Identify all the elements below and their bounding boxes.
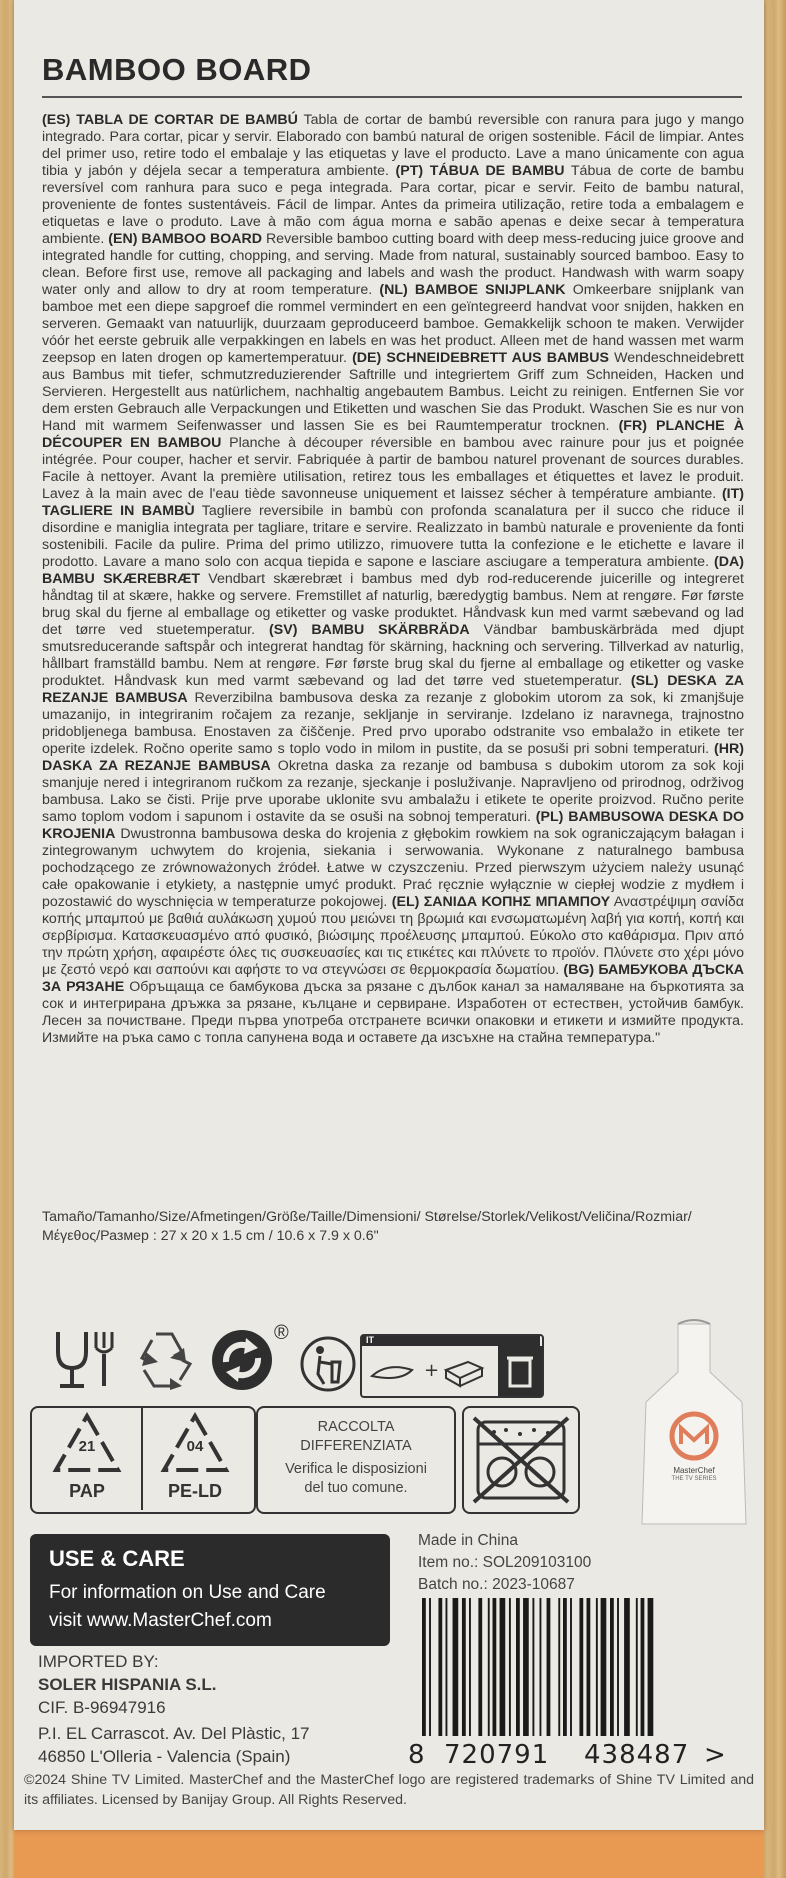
section-text: Omkeerbare snijplank van bamboe met een diepe sapgroef die rommel vermindert en een geïntegreerd handvat voor snijden, hakken en serveren. Gemaakt van natuurlijk, duurzaam geproduceerd bamboe. Gemakkelijk schoon te maken. Verwijder vóór het eerste gebruik alle verpakkingen en labels en was het product. Alleen met de hand wassen met warm zeepsop en laten drogen op kamertemperatuur. (42, 282, 744, 366)
barcode-bar (570, 1598, 572, 1736)
title-divider (42, 96, 742, 98)
section-text: Αναστρέψιμη σανίδα κοπής μπαμπού με βαθιά αυλάκωση χυμού που μειώνει τη βρωμιά και ενσωματωμένη λαβή για κοπή, κοπή και σερβίρισμα. Κατασκευασμένο από φυσικό, βιώσιμης προέλευσης μπαμπού. Εύκολο στο καθάρισμα. Πριν από την πρώτη χρήση, αφαιρέστε όλες τις συσκευασίες και τις ετικέτες και πλύνετε το προϊόν. Πλύνετε στο χέρι μόνο με ζεστό νερό και σαπούνι και αφήστε το να στεγνώσει σε θερμοκρασία δωματίου. (42, 894, 745, 978)
barcode-bar (540, 1598, 542, 1736)
section-heading: (FR) PLANCHE À DÉCOUPER EN BAMBOU (42, 418, 744, 451)
bin-icon (498, 1346, 542, 1396)
barcode-bar (493, 1598, 497, 1736)
section-text: Reverzibilna bambusova deska za rezanje z globokim utorom za sok, ki zmanjšuje umazanijo, in integriranim ročajem za rezanje, sekljanje in serviranje. Izdelano iz naravnega, trajnostno pridobljenega bambusa. Enostaven za čiščenje. Pred prvo uporabo odstranite vso embalažo in etikete ter operite izdelek. Ročno operite samo s toplo vodo in milom in pustite, da se posuši pri sobni temperaturi. (42, 690, 744, 757)
batch-number: Batch no.: 2023-10687 (418, 1576, 575, 1593)
pap-label: PAP (69, 1481, 105, 1501)
section-text: Reversible bamboo cutting board with deep mess-reducing juice groove and integrated handle for cutting, chopping, and serving. Made from natural, sustainably sourced bamboo. Easy to clean. Before first use, remove all packaging and labels and wash the product. Handwash with warm soapy water only and allow to dry at room temperature. (42, 231, 744, 298)
page-title: BAMBOO BOARD (42, 52, 312, 87)
barcode-bar (532, 1598, 534, 1736)
made-in: Made in China (418, 1532, 518, 1549)
barcode-bar (462, 1598, 466, 1736)
barcode-arrow: > (704, 1740, 727, 1770)
orange-strip (14, 1828, 764, 1878)
barcode-bar (488, 1598, 490, 1736)
barcode-bar (478, 1598, 482, 1736)
section-heading: (EN) BAMBOO BOARD (108, 231, 262, 247)
raccolta-text: Verifica le disposizioni del tuo comune. (285, 1461, 427, 1496)
raccolta-title: RACCOLTA DIFFERENZIATA (300, 1419, 412, 1454)
barcode-bar (422, 1598, 426, 1736)
section-heading: (SV) BAMBU SKÄRBRÄDA (269, 622, 470, 638)
barcode-bar (624, 1598, 630, 1736)
barcode-bar (636, 1598, 638, 1736)
no-dishwasher-box (462, 1406, 580, 1514)
barcode-bar (617, 1598, 619, 1736)
pe-ld-number: 04 (186, 1438, 204, 1455)
barcode-bar (429, 1598, 431, 1736)
section-text: Okretna daska za rezanje od bambusa s dubokim utorom za sok koji smanjuje nered i integriranom ručkom za rezanje, sjeckanje i posluživanje. Napravljeno od prirodnog, održivog bambusa. Lako se čisti. Prije prve uporabe uklonite svu ambalažu i etikete te operite proizvod. Ručno perite samo toplom vodom i sapunom i ostavite da se osuši na sobnoj temperaturi. (42, 758, 745, 825)
barcode-bar (469, 1598, 471, 1736)
section-heading: (NL) BAMBOE SNIJPLANK (379, 282, 566, 298)
tidyman-icon (298, 1334, 358, 1394)
imported-by-label: IMPORTED BY: (38, 1652, 159, 1671)
multilingual-description (42, 112, 744, 1047)
section-text: Planche à découper réversible en bambou avec rainure pour jus et poignée intégrée. Pour couper, hacher et servir. Fabriquée à partir de bambou naturel provenant de sources durables. Facile à nettoyer. Avant la première utilisation, retirez tous les emballages et étiquettes et lavez le produit. Lavez à la main avec de l'eau tiède savonneuse uniquement et laissez sécher à température ambiante. (42, 435, 744, 502)
copyright-notice: ©2024 Shine TV Limited. MasterChef and the MasterChef logo are registered trademarks of Shine TV Limited and its affiliates. Licensed by Banijay Group. All Rights Reserved. (24, 1772, 754, 1808)
apron-brand: MasterChef (673, 1466, 715, 1475)
masterchef-apron-icon (634, 1318, 754, 1528)
barcode-group2: 438487 (584, 1740, 690, 1770)
importer-address2: 46850 L'Olleria - Valencia (Spain) (38, 1747, 291, 1766)
bin-panel (498, 1346, 542, 1396)
section-text: Vändbar bambuskärbräda med djupt smutsreducerande saftspår och integrerat handtag för skärning, hackning och servering. Tillverkad av naturlig, hållbart framställd bambu. Nem at rengøre. Før første brug skal du fjerne al emballage og etiketter og vaske produktet. Håndvask kun med varmt sæbevand og lad det tørre ved stuetemperatur. (42, 622, 744, 689)
recycling-codes-divider (141, 1408, 143, 1510)
section-text: Dwustronna bambusowa deska do krojenia z głębokim rowkiem na sok ograniczającym bałagan i zintegrowanym uchwytem do krojenia, siekania i serwowania. Wykonane z naturalnego bambusa pochodzącego ze zrównoważonych źródeł. Łatwe w czyszczeniu. Przed pierwszym użyciem należy usunąć całe opakowanie i etykiety, a następnie umyć produkt. Prać ręcznie wyłącznie w ciepłej wodzie z mydłem i pozostawić do wyschnięcia w temperaturze pokojowej. (42, 826, 744, 910)
barcode-bar (579, 1598, 583, 1736)
barcode-bar (563, 1598, 567, 1736)
green-dot-icon (208, 1326, 276, 1392)
svg-text:+: + (424, 1360, 440, 1381)
recycle-icon (130, 1326, 198, 1390)
barcode-bar (509, 1598, 511, 1736)
section-heading: (ES) TABLA DE CORTAR DE BAMBÚ (42, 112, 298, 128)
section-heading: (DE) SCHNEIDEBRETT AUS BAMBUS (352, 350, 609, 366)
barcode-bar (587, 1598, 591, 1736)
barcode-bar (648, 1598, 654, 1736)
section-heading: (EL) ΣΑΝΙΔΑ ΚΟΠΗΣ ΜΠΑΜΠΟΥ (391, 894, 611, 910)
sorting-header-bar (362, 1336, 540, 1346)
barcode-first-digit: 8 (408, 1740, 426, 1770)
section-heading: (PT) TÁBUA DE BAMBU (395, 163, 565, 179)
section-text: Vendbart skærebræt i bambus med dyb rod-reducerende juicerille og integreret håndtag til at skære, hakke og servere. Fremstillet af naturlig, bæredygtig bambus. Nem at rengøre. Før første brug skal du fjerne al emballage og etiketter og vaske produktet. Håndvask kun med varmt sæbevand og lad det tørre ved stuetemperatur. (42, 571, 744, 638)
section-text: Обръщаща се бамбукова дъска за рязане с дълбок канал за намаляване на бъркотията за сок и интегрирана дръжка за рязане, кълцане и сервиране. Изработен от естествен, устойчив бамбук. Лесен за почистване. Преди първа употреба отстранете всички опаковки и етикети и измийте продукта. Измийте на ръка само с топла сапунена вода и оставете да изсъхне на стайна температура." (42, 979, 744, 1046)
barcode-bar (446, 1598, 448, 1736)
section-heading: (IT) TAGLIERE IN BAMBÙ (42, 486, 744, 519)
section-text: Tagliere reversibile in bambù con profonda scanalatura per il succo che riduce il disordine e maniglia integrata per tagliare, tritare e servire. Realizzato in bambù naturale e proveniente da fonti sostenibili. Facile da pulire. Prima del primo utilizzo, rimuovere tutta la confezione e le etichette e lavare il prodotto. Lavare a mano solo con acqua tiepida e sapone e lasciare asciugare a temperatura ambiente. (42, 503, 745, 570)
film-plus-box-icon (368, 1352, 488, 1388)
barcode-bar (558, 1598, 560, 1736)
use-care-panel (30, 1534, 390, 1646)
section-text: Tabla de cortar de bambú reversible con ranura para jugo y mango integrado. Para cortar, picar y servir. Elaborado con bambú natural de origen sostenible. Fácil de limpiar. Antes del primer uso, retire todo el embalaje y las etiquetas y lave el producto. Lave a mano únicamente con agua tibia y jabón y déjela secar a temperatura ambiente. (42, 112, 744, 179)
use-care-title: USE & CARE (49, 1546, 185, 1571)
section-heading: (DA) BAMBU SKÆREBRÆT (42, 554, 744, 587)
apron-subtitle: THE TV SERIES (671, 1476, 717, 1482)
barcode-bar (547, 1598, 551, 1736)
section-text: Tábua de corte de bambu reversível com ranhura para suco e pega integrada. Para cortar, picar e servir. Feito de bambu natural, proveniente de fontes sustentáveis. Fácil de limpar. Antes da primeira utilização, retire toda a embalagem e etiquetas e lave o produto. Lave à mão com água morna e sabão apenas e deixe secar à temperatura ambiente. (42, 163, 744, 247)
no-dishwasher-icon (464, 1408, 578, 1512)
barcode-bar (516, 1598, 520, 1736)
pe-ld-label: PE-LD (168, 1481, 222, 1501)
barcode-bar (641, 1598, 645, 1736)
section-heading: (SL) DESKA ZA REZANJE BAMBUSA (42, 673, 744, 706)
importer-name: SOLER HISPANIA S.L. (38, 1675, 217, 1694)
importer-address1: P.I. EL Carrascot. Av. Del Plàstic, 17 (38, 1724, 310, 1743)
section-heading: (PL) BAMBUSOWA DESKA DO KROJENIA (42, 809, 744, 842)
item-number: Item no.: SOL209103100 (418, 1554, 592, 1571)
barcode-group1: 720791 (444, 1740, 550, 1770)
size-line: Tamaño/Tamanho/Size/Afmetingen/Größe/Taille/Dimensioni/ Størelse/Storlek/Velikost/Veličina/Rozmiar/Μέγεθος/Размер : 27 x 20 x 1.5 cm / 10.6 x 7.9 x 0.6" (42, 1209, 692, 1244)
barcode-bar (610, 1598, 614, 1736)
barcode-bar (500, 1598, 506, 1736)
barcode-bar (523, 1598, 529, 1736)
sorting-instruction-icon (360, 1334, 544, 1398)
section-heading: (HR) DASKA ZA REZANJE BAMBUSA (42, 741, 744, 774)
glass-fork-icon (52, 1328, 120, 1390)
barcode-bar (438, 1598, 442, 1736)
importer-cif: CIF. B-96947916 (38, 1698, 166, 1717)
country-badge: IT (366, 1335, 374, 1345)
barcode-bar (453, 1598, 459, 1736)
barcode-bar (596, 1598, 598, 1736)
registered-mark: ® (274, 1322, 289, 1344)
barcode-bar (601, 1598, 607, 1736)
use-care-line1: For information on Use and Care (49, 1582, 326, 1603)
pap-number: 21 (78, 1438, 96, 1455)
use-care-link[interactable]: visit www.MasterChef.com (49, 1610, 272, 1631)
section-heading: (BG) БАМБУКОВА ДЪСКА ЗА РЯЗАНЕ (42, 962, 744, 995)
barcode (418, 1598, 718, 1738)
section-text: Wendeschneidebrett aus Bambus mit tiefer, schmutzreduzierender Saftrille und integriertem Griff zum Schneiden, Hacken und Servieren. Hergestellt aus natürlichem, nachhaltig angebautem Bambus. Leicht zu reinigen. Entfernen Sie vor dem ersten Gebrauch alle Verpackungen und Etiketten und waschen Sie das Produkt. Waschen Sie es nur von Hand mit warmem Seifenwasser und lassen Sie es bei Raumtemperatur trocknen. (42, 350, 744, 434)
